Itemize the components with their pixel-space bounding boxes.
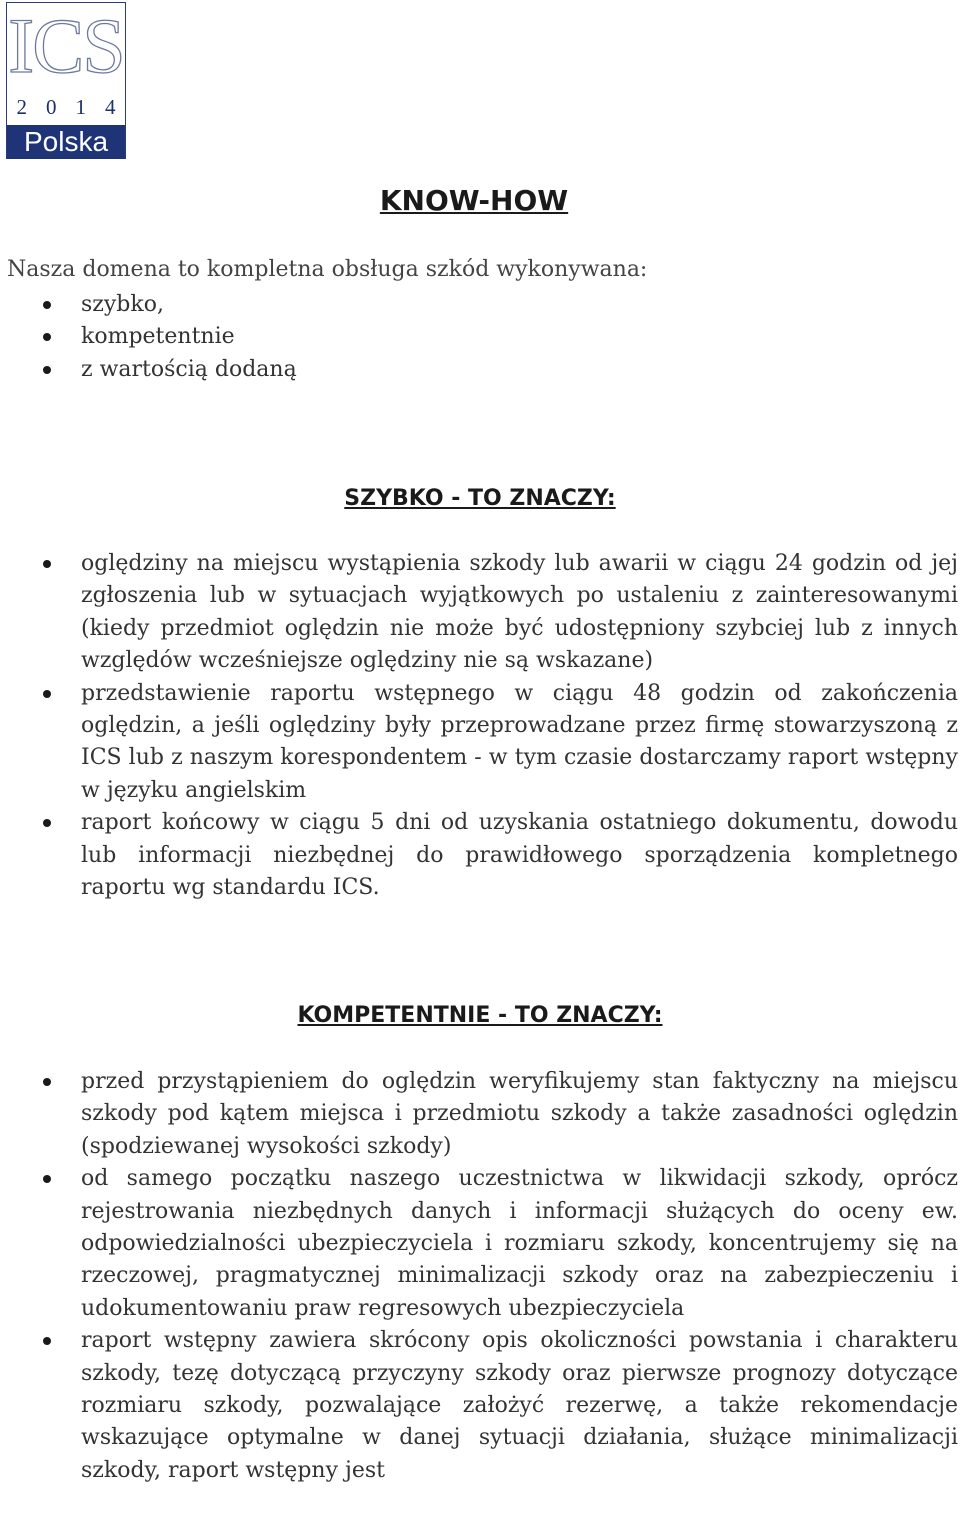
list-item bbox=[0, 1066, 958, 1163]
list-item bbox=[0, 354, 958, 386]
logo-year-digit: 4 bbox=[105, 95, 116, 119]
list-item bbox=[0, 1325, 958, 1487]
list-item bbox=[0, 678, 958, 808]
list-item-text: przedstawienie raportu wstępnego w ciągu 48 godzin od zakończenia oględzin, a jeśli oględziny były przeprowadzane przez firmę stowarzyszoną z ICS lub z naszym korespondentem - w tym czasie dostarczamy raport wstępny w języku angielskim bbox=[81, 680, 958, 803]
list-item bbox=[0, 289, 958, 321]
bullet-icon bbox=[43, 1175, 51, 1183]
list-item-text: raport końcowy w ciągu 5 dni od uzyskania ostatniego dokumentu, dowodu lub informacji niezbędnej do prawidłowego sporządzenia kompletnego raportu wg standardu ICS. bbox=[81, 810, 958, 901]
ics-2014-polska-logo bbox=[6, 2, 126, 159]
bullet-icon bbox=[43, 690, 51, 698]
section-list-kompetentnie bbox=[0, 1066, 958, 1487]
bullet-icon bbox=[43, 366, 51, 374]
list-item-text: z wartością dodaną bbox=[81, 356, 297, 382]
list-item-text: od samego początku naszego uczestnictwa w likwidacji szkody, oprócz rejestrowania niezbędnych danych i informacji służących do oceny ew. odpowiedzialności ubezpieczyciela i rozmiaru szkody, koncentrujemy się na rzeczowej, pragmatycznej minimalizacji szkody oraz na zabezpieczeniu i udokumentowaniu praw regresowych ubezpieczyciela bbox=[81, 1166, 958, 1321]
list-item bbox=[0, 548, 958, 678]
intro-list bbox=[0, 289, 958, 386]
section-heading-kompetentnie: KOMPETENTNIE - TO ZNACZY: bbox=[297, 1003, 663, 1028]
bullet-icon bbox=[43, 560, 51, 568]
logo-year-digit: 1 bbox=[75, 95, 86, 119]
bullet-icon bbox=[43, 1078, 51, 1086]
bullet-icon bbox=[43, 1337, 51, 1345]
logo-brand-text: ICS bbox=[8, 2, 124, 89]
list-item-text: przed przystąpieniem do oględzin weryfikujemy stan faktyczny na miejscu szkody pod kątem miejsca i przedmiotu szkody a także zasadności oględzin (spodziewanej wysokości szkody) bbox=[81, 1069, 958, 1159]
list-item bbox=[0, 807, 958, 904]
list-item-text: oględziny na miejscu wystąpienia szkody lub awarii w ciągu 24 godzin od jej zgłoszenia lub w sytuacjach wyjątkowych po ustaleniu z zainteresowanymi (kiedy przedmiot oględzin nie może być udostępniony szybciej lub z innych względów wcześniejsze oględziny nie są wskazane) bbox=[81, 551, 958, 674]
list-item-text: kompetentnie bbox=[81, 324, 235, 350]
list-item-text: raport wstępny zawiera skrócony opis okoliczności powstania i charakteru szkody, tezę dotyczącą przyczyny szkody oraz pierwsze prognozy dotyczące rozmiaru szkody, pozwalające założyć rezerwę, a także rekomendacje wskazujące optymalne w danej sytuacji działania, służące minimalizacji szkody, raport wstępny jest bbox=[81, 1328, 958, 1483]
section-list-szybko bbox=[0, 548, 958, 904]
intro-text: Nasza domena to kompletna obsługa szkód wykonywana: bbox=[7, 257, 648, 282]
list-item bbox=[0, 321, 958, 353]
logo-year bbox=[7, 95, 125, 120]
bullet-icon bbox=[43, 819, 51, 827]
logo-country: Polska bbox=[7, 125, 125, 159]
list-item-text: szybko, bbox=[81, 292, 164, 317]
page-title-text: KNOW-HOW bbox=[379, 184, 569, 217]
list-item bbox=[0, 1163, 958, 1325]
logo-year-digit: 0 bbox=[46, 95, 57, 119]
section-heading-szybko: SZYBKO - TO ZNACZY: bbox=[344, 486, 616, 511]
bullet-icon bbox=[43, 333, 51, 341]
page-title bbox=[0, 183, 960, 219]
bullet-icon bbox=[43, 301, 51, 309]
logo-year-digit: 2 bbox=[16, 95, 27, 119]
